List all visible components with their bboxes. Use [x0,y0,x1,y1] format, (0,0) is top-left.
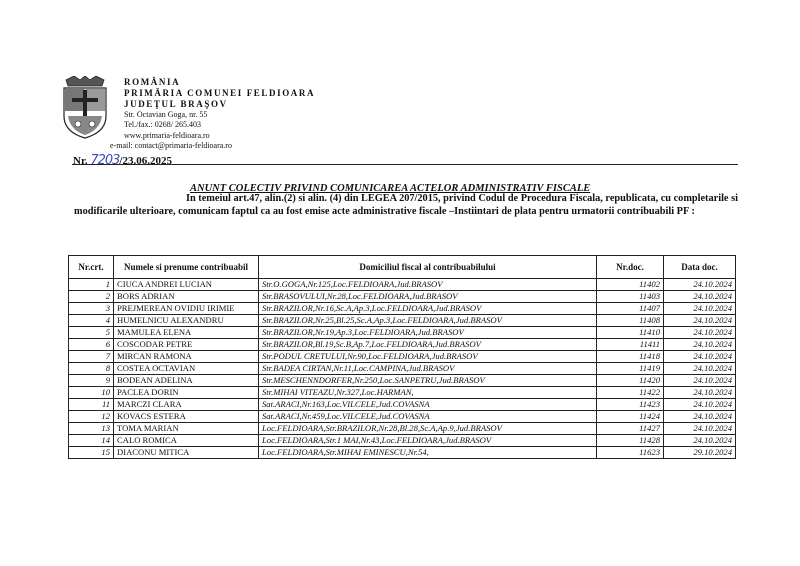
row-doc: 11420 [597,375,664,387]
row-date: 24.10.2024 [664,279,736,291]
row-address: Loc.FELDIOARA,Str.1 MAI,Nr.43,Loc.FELDIOARA,Jud.BRASOV [259,435,597,447]
row-date: 24.10.2024 [664,435,736,447]
row-name: TOMA MARIAN [114,423,259,435]
row-address: Str.BRAZILOR,Nr.19,Ap.3,Loc.FELDIOARA,Jud.BRASOV [259,327,597,339]
taxpayer-table [68,255,736,459]
row-address: Loc.FELDIOARA,Str.MIHAI EMINESCU,Nr.54, [259,447,597,459]
row-name: CALO ROMICA [114,435,259,447]
coat-of-arms-icon [60,76,110,140]
table-row [69,351,736,363]
row-address: Loc.FELDIOARA,Str.BRAZILOR,Nr.28,Bl.28,Sc.A,Ap.9,Jud.BRASOV [259,423,597,435]
row-address: Str.PODUL CRETULUI,Nr.90,Loc.FELDIOARA,Jud.BRASOV [259,351,597,363]
row-doc: 11410 [597,327,664,339]
col-header-date: Data doc. [664,256,736,279]
row-name: PACLEA DORIN [114,387,259,399]
row-date: 24.10.2024 [664,351,736,363]
row-nr: 8 [69,363,114,375]
header-email: e-mail: contact@primaria-feldioara.ro [110,141,232,150]
row-address: Sat.ARACI,Nr.163,Loc.VILCELE,Jud.COVASNA [259,399,597,411]
row-nr: 2 [69,291,114,303]
row-name: KOVACS ESTERA [114,411,259,423]
header-divider [72,164,738,165]
table-row [69,279,736,291]
row-date: 29.10.2024 [664,447,736,459]
row-address: Str.O.GOGA,Nr.125,Loc.FELDIOARA,Jud.BRASOV [259,279,597,291]
row-doc: 11428 [597,435,664,447]
header-phone: Tel./fax.: 0268/ 265.403 [124,120,201,129]
row-address: Str.BRAZILOR,Nr.25,Bl.25,Sc.A,Ap.3,Loc.FELDIOARA,Jud.BRASOV [259,315,597,327]
col-header-nr: Nr.crt. [69,256,114,279]
row-date: 24.10.2024 [664,423,736,435]
table-row [69,291,736,303]
row-nr: 13 [69,423,114,435]
table-row [69,399,736,411]
row-doc: 11407 [597,303,664,315]
document-title: ANUNT COLECTIV PRIVIND COMUNICAREA ACTELOR ADMINISTRATIV FISCALE [190,183,591,194]
col-header-doc: Nr.doc. [597,256,664,279]
row-nr: 4 [69,315,114,327]
registration-date: /23.06.2025 [119,155,172,167]
row-date: 24.10.2024 [664,291,736,303]
registration-number [73,153,172,168]
row-nr: 9 [69,375,114,387]
row-nr: 6 [69,339,114,351]
row-address: Str.BRAZILOR,Bl.19,Sc.B,Ap.7,Loc.FELDIOARA,Jud.BRASOV [259,339,597,351]
row-nr: 1 [69,279,114,291]
row-nr: 14 [69,435,114,447]
row-date: 24.10.2024 [664,315,736,327]
row-address: Str.BRASOVULUI,Nr.28,Loc.FELDIOARA,Jud.BRASOV [259,291,597,303]
row-doc: 11623 [597,447,664,459]
row-doc: 11402 [597,279,664,291]
row-name: COSCODAR PETRE [114,339,259,351]
row-name: HUMELNICU ALEXANDRU [114,315,259,327]
header-country: ROMÂNIA [124,77,181,87]
row-date: 24.10.2024 [664,375,736,387]
table-row [69,375,736,387]
col-header-address: Domiciliul fiscal al contribuabilului [259,256,597,279]
row-address: Str.BRAZILOR,Nr.16,Sc.A,Ap.3,Loc.FELDIOARA,Jud.BRASOV [259,303,597,315]
table-row [69,411,736,423]
row-date: 24.10.2024 [664,327,736,339]
row-doc: 11422 [597,387,664,399]
table-row [69,363,736,375]
registration-prefix: Nr. [73,155,88,167]
row-address: Str.BADEA CIRTAN,Nr.11,Loc.CAMPINA,Jud.BRASOV [259,363,597,375]
row-date: 24.10.2024 [664,339,736,351]
row-name: CIUCA ANDREI LUCIAN [114,279,259,291]
row-nr: 11 [69,399,114,411]
row-name: DIACONU MITICA [114,447,259,459]
row-doc: 11423 [597,399,664,411]
table-row [69,303,736,315]
row-name: MARCZI CLARA [114,399,259,411]
row-doc: 11418 [597,351,664,363]
table-header-row [69,256,736,279]
row-doc: 11424 [597,411,664,423]
header-website: www.primaria-feldioara.ro [124,131,210,140]
table-row [69,327,736,339]
row-date: 24.10.2024 [664,399,736,411]
table-row [69,423,736,435]
col-header-name: Numele si prenume contribuabil [114,256,259,279]
table-row [69,315,736,327]
row-nr: 12 [69,411,114,423]
row-nr: 10 [69,387,114,399]
row-nr: 3 [69,303,114,315]
row-doc: 11411 [597,339,664,351]
row-address: Str.MIHAI VITEAZU,Nr.327,Loc.HARMAN, [259,387,597,399]
row-nr: 5 [69,327,114,339]
header-institution: PRIMĂRIA COMUNEI FELDIOARA [124,88,316,98]
table-row [69,387,736,399]
table-row [69,339,736,351]
row-name: PREJMEREAN OVIDIU IRIMIE [114,303,259,315]
row-nr: 7 [69,351,114,363]
handwritten-number: 7203 [90,153,120,168]
row-date: 24.10.2024 [664,387,736,399]
row-doc: 11408 [597,315,664,327]
header-county: JUDEŢUL BRAŞOV [124,99,228,109]
row-address: Str.MESCHENNDORFER,Nr.250,Loc.SANPETRU,Jud.BRASOV [259,375,597,387]
row-name: COSTEA OCTAVIAN [114,363,259,375]
row-name: BODEAN ADELINA [114,375,259,387]
table-row [69,447,736,459]
row-date: 24.10.2024 [664,303,736,315]
row-date: 24.10.2024 [664,363,736,375]
row-nr: 15 [69,447,114,459]
row-name: BORS ADRIAN [114,291,259,303]
row-doc: 11427 [597,423,664,435]
row-doc: 11403 [597,291,664,303]
document-intro: In temeiul art.47, alin.(2) si alin. (4) din LEGEA 207/2015, privind Codul de Procedura Fiscala, republicata, cu completarile si modificarile ulterioare, comunicam faptul ca au fost emise acte administrative fiscale –Instiintari de plata pentru urmatorii contribuabili PF : [74,193,738,217]
row-date: 24.10.2024 [664,411,736,423]
row-doc: 11419 [597,363,664,375]
header-street: Str. Octavian Goga, nr. 55 [124,110,208,119]
row-address: Sat.ARACI,Nr.459,Loc.VILCELE,Jud.COVASNA [259,411,597,423]
row-name: MAMULEA ELENA [114,327,259,339]
table-row [69,435,736,447]
row-name: MIRCAN RAMONA [114,351,259,363]
